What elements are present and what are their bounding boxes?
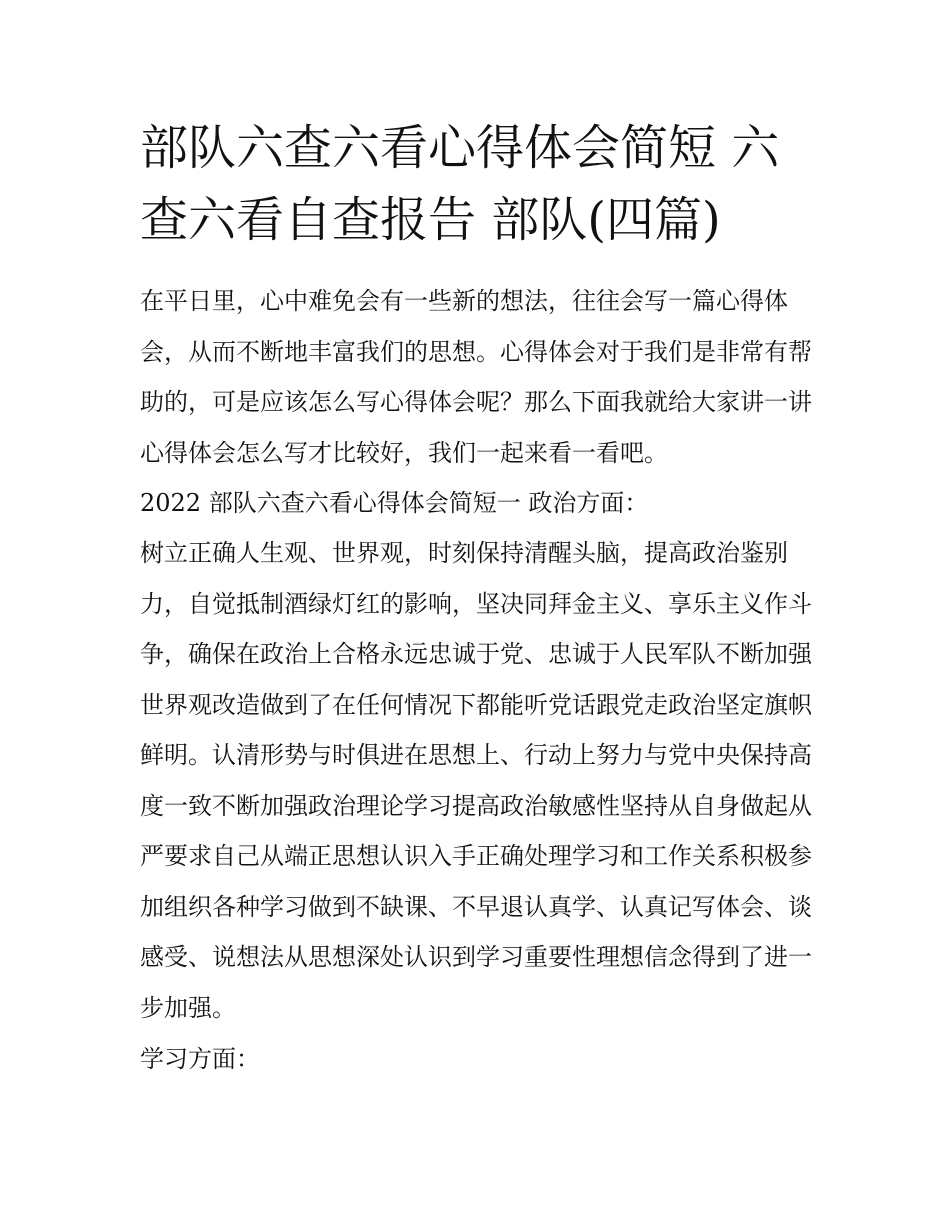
- intro-paragraph: 在平日里，心中难免会有一些新的想法，往往会写一篇心得体会，从而不断地丰富我们的思想。心得体会对于我们是非常有帮助的，可是应该怎么写心得体会呢？那么下面我就给大家讲一讲心得体会怎么写才比较好，我们一起来看一看吧。: [140, 287, 812, 467]
- politics-paragraph: 树立正确人生观、世界观，时刻保持清醒头脑，提高政治鉴别力，自觉抵制酒绿灯红的影响，坚决同拜金主义、享乐主义作斗争，确保在政治上合格永远忠诚于党、忠诚于人民军队不断加强世界观改造做到了在任何情况下都能听党话跟党走政治坚定旗帜鲜明。认清形势与时俱进在思想上、行动上努力与党中央保持高度一致不断加强政治理论学习提高政治敏感性坚持从自身做起从严要求自己从端正思想认识入手正确处理学习和工作关系积极参加组织各种学习做到不缺课、不早退认真学、认真记写体会、谈感受、说想法从思想深处认识到学习重要性理想信念得到了进一步加强。: [140, 539, 812, 1022]
- section-heading-study: 学习方面：: [140, 1045, 260, 1073]
- section-heading-politics: 2022 部队六查六看心得体会简短一 政治方面：: [140, 489, 649, 517]
- document-title: 部队六查六看心得体会简短 六查六看自查报告 部队(四篇): [140, 120, 780, 248]
